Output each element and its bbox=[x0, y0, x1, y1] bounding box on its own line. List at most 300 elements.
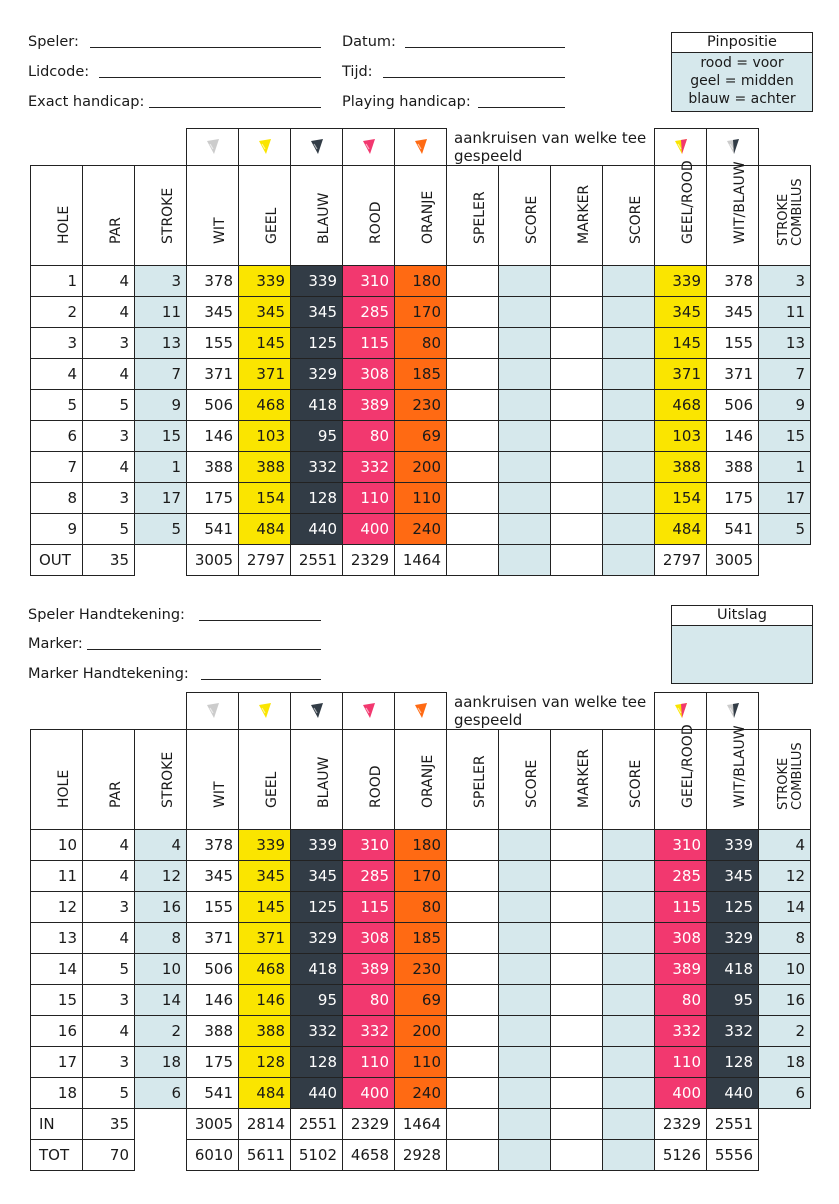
col-header-label: COMBILUS bbox=[789, 741, 805, 810]
score-input[interactable] bbox=[603, 327, 655, 358]
speler-handtekening-label: Speler Handtekening: bbox=[28, 607, 185, 623]
wit-cell: 388 bbox=[187, 451, 239, 482]
hole-number: 10 bbox=[31, 829, 83, 860]
marker-handtekening-label: Marker Handtekening: bbox=[28, 666, 189, 682]
pinpositie-title: Pinpositie bbox=[672, 33, 812, 53]
stroke-combilus-cell: 11 bbox=[759, 296, 811, 327]
rood-cell: 110 bbox=[343, 1046, 395, 1077]
datum-label: Datum: bbox=[342, 34, 396, 50]
blauw-cell: 329 bbox=[291, 922, 343, 953]
col-header-label: ORANJE bbox=[419, 754, 436, 808]
col-header-10 bbox=[551, 165, 603, 265]
stroke-combilus-cell: 12 bbox=[759, 860, 811, 891]
totals-row bbox=[31, 544, 811, 575]
marker-label: Marker: bbox=[28, 636, 83, 652]
score-input[interactable] bbox=[499, 451, 551, 482]
tee-check-oranje[interactable] bbox=[395, 693, 447, 730]
stroke-combilus-cell: 8 bbox=[759, 922, 811, 953]
total-rood: 4658 bbox=[343, 1139, 395, 1170]
geel-cell: 146 bbox=[239, 984, 291, 1015]
speler-input[interactable] bbox=[447, 482, 499, 513]
wit-blauw-cell: 95 bbox=[707, 984, 759, 1015]
score-input[interactable] bbox=[499, 1046, 551, 1077]
speler-input[interactable] bbox=[447, 296, 499, 327]
score-total-input[interactable] bbox=[603, 544, 655, 575]
speler-input[interactable] bbox=[447, 1015, 499, 1046]
blauw-cell: 95 bbox=[291, 420, 343, 451]
score-input[interactable] bbox=[603, 891, 655, 922]
marker-input[interactable] bbox=[551, 1015, 603, 1046]
speler-input[interactable] bbox=[447, 922, 499, 953]
wit-blauw-cell: 418 bbox=[707, 953, 759, 984]
hole-number: 11 bbox=[31, 860, 83, 891]
tijd-field[interactable] bbox=[383, 77, 565, 78]
playing-handicap-field[interactable] bbox=[478, 107, 565, 108]
wit-cell: 378 bbox=[187, 829, 239, 860]
col-header-label: ROOD bbox=[367, 764, 384, 808]
speler-input[interactable] bbox=[447, 265, 499, 296]
stroke-combilus-cell: 3 bbox=[759, 265, 811, 296]
score-input[interactable] bbox=[499, 1015, 551, 1046]
col-header-3 bbox=[187, 165, 239, 265]
table-row bbox=[31, 358, 811, 389]
pin-red-line: rood = voor bbox=[700, 55, 784, 71]
speler-input[interactable] bbox=[447, 327, 499, 358]
table-row bbox=[31, 922, 811, 953]
marker-total-input[interactable] bbox=[551, 1139, 603, 1170]
flag-geel-rood-icon bbox=[673, 138, 689, 156]
geel-rood-cell: 389 bbox=[655, 953, 707, 984]
speler-input[interactable] bbox=[447, 984, 499, 1015]
score-total-input[interactable] bbox=[499, 1108, 551, 1139]
hole-number: 14 bbox=[31, 953, 83, 984]
marker-input[interactable] bbox=[551, 829, 603, 860]
table-row bbox=[31, 265, 811, 296]
wit-blauw-cell: 541 bbox=[707, 513, 759, 544]
total-wit: 3005 bbox=[187, 1108, 239, 1139]
speler-handtekening-field[interactable] bbox=[199, 620, 321, 621]
uitslag-title: Uitslag bbox=[672, 606, 812, 626]
rood-cell: 115 bbox=[343, 327, 395, 358]
table-row bbox=[31, 296, 811, 327]
tee-check-rood[interactable] bbox=[343, 693, 395, 730]
flag-geel-icon bbox=[257, 702, 273, 720]
marker-input[interactable] bbox=[551, 1046, 603, 1077]
blauw-cell: 125 bbox=[291, 327, 343, 358]
col-header-label: GEEL bbox=[263, 771, 280, 808]
geel-rood-cell: 468 bbox=[655, 389, 707, 420]
wit-blauw-cell: 388 bbox=[707, 451, 759, 482]
oranje-cell: 240 bbox=[395, 513, 447, 544]
tee-check-wit[interactable] bbox=[187, 129, 239, 166]
blauw-cell: 128 bbox=[291, 1046, 343, 1077]
flag-blauw-icon bbox=[309, 702, 325, 720]
score-total-input[interactable] bbox=[603, 1108, 655, 1139]
score-input[interactable] bbox=[499, 327, 551, 358]
score-input[interactable] bbox=[603, 389, 655, 420]
oranje-cell: 110 bbox=[395, 1046, 447, 1077]
score-input[interactable] bbox=[603, 482, 655, 513]
score-input[interactable] bbox=[603, 1046, 655, 1077]
score-input[interactable] bbox=[499, 389, 551, 420]
table-row bbox=[31, 891, 811, 922]
stroke-combilus-cell: 15 bbox=[759, 420, 811, 451]
rood-cell: 308 bbox=[343, 358, 395, 389]
marker-input[interactable] bbox=[551, 922, 603, 953]
score-input[interactable] bbox=[603, 1077, 655, 1108]
col-header-label: COMBILUS bbox=[789, 177, 805, 246]
table-row bbox=[31, 389, 811, 420]
wit-blauw-cell: 175 bbox=[707, 482, 759, 513]
rood-cell: 80 bbox=[343, 420, 395, 451]
geel-rood-cell: 154 bbox=[655, 482, 707, 513]
marker-field[interactable] bbox=[87, 649, 321, 650]
marker-total-input[interactable] bbox=[551, 1108, 603, 1139]
par-cell: 3 bbox=[83, 891, 135, 922]
col-header-4 bbox=[239, 729, 291, 829]
pinpositie-box bbox=[671, 32, 813, 112]
marker-input[interactable] bbox=[551, 358, 603, 389]
wit-blauw-cell: 332 bbox=[707, 1015, 759, 1046]
score-input[interactable] bbox=[499, 829, 551, 860]
speler-input[interactable] bbox=[447, 1046, 499, 1077]
rood-cell: 285 bbox=[343, 296, 395, 327]
score-input[interactable] bbox=[603, 860, 655, 891]
speler-input[interactable] bbox=[447, 1077, 499, 1108]
score-input[interactable] bbox=[499, 482, 551, 513]
col-header-label: MARKER bbox=[575, 184, 592, 244]
empty bbox=[759, 1139, 811, 1170]
table-row bbox=[31, 1046, 811, 1077]
score-input[interactable] bbox=[603, 922, 655, 953]
score-total-input[interactable] bbox=[603, 1139, 655, 1170]
total-wit-blauw: 3005 bbox=[707, 544, 759, 575]
geel-cell: 371 bbox=[239, 922, 291, 953]
score-input[interactable] bbox=[499, 420, 551, 451]
score-input[interactable] bbox=[499, 513, 551, 544]
marker-input[interactable] bbox=[551, 389, 603, 420]
hole-number: 7 bbox=[31, 451, 83, 482]
geel-cell: 345 bbox=[239, 296, 291, 327]
hole-number: 15 bbox=[31, 984, 83, 1015]
geel-cell: 339 bbox=[239, 829, 291, 860]
speler-field[interactable] bbox=[90, 47, 321, 48]
total-oranje: 1464 bbox=[395, 544, 447, 575]
score-input[interactable] bbox=[499, 296, 551, 327]
geel-rood-cell: 310 bbox=[655, 829, 707, 860]
pin-blue-line: blauw = achter bbox=[688, 91, 796, 107]
marker-input[interactable] bbox=[551, 860, 603, 891]
geel-cell: 468 bbox=[239, 953, 291, 984]
score-total-input[interactable] bbox=[499, 544, 551, 575]
score-input[interactable] bbox=[499, 1077, 551, 1108]
stroke-cell: 8 bbox=[135, 922, 187, 953]
score-input[interactable] bbox=[499, 953, 551, 984]
marker-input[interactable] bbox=[551, 327, 603, 358]
blauw-cell: 332 bbox=[291, 1015, 343, 1046]
score-input[interactable] bbox=[499, 891, 551, 922]
par-cell: 5 bbox=[83, 513, 135, 544]
par-cell: 4 bbox=[83, 860, 135, 891]
wit-blauw-cell: 506 bbox=[707, 389, 759, 420]
total-par: 35 bbox=[83, 544, 135, 575]
tijd-label: Tijd: bbox=[342, 64, 373, 80]
speler-input[interactable] bbox=[447, 358, 499, 389]
total-geel: 5611 bbox=[239, 1139, 291, 1170]
flag-oranje-icon bbox=[413, 702, 429, 720]
stroke-combilus-cell: 13 bbox=[759, 327, 811, 358]
stroke-cell: 18 bbox=[135, 1046, 187, 1077]
score-input[interactable] bbox=[603, 420, 655, 451]
stroke-cell: 11 bbox=[135, 296, 187, 327]
speler-input[interactable] bbox=[447, 953, 499, 984]
table-row bbox=[31, 984, 811, 1015]
wit-cell: 541 bbox=[187, 1077, 239, 1108]
tee-check-rood[interactable] bbox=[343, 129, 395, 166]
total-wit: 6010 bbox=[187, 1139, 239, 1170]
col-header-8 bbox=[447, 729, 499, 829]
score-input[interactable] bbox=[499, 860, 551, 891]
blauw-cell: 418 bbox=[291, 953, 343, 984]
blauw-cell: 339 bbox=[291, 265, 343, 296]
table-row bbox=[31, 860, 811, 891]
stroke-cell: 12 bbox=[135, 860, 187, 891]
oranje-cell: 80 bbox=[395, 891, 447, 922]
tee-hint: aankruisen van welke tee gespeeld bbox=[454, 692, 647, 729]
table-row bbox=[31, 482, 811, 513]
blauw-cell: 329 bbox=[291, 358, 343, 389]
hole-number: 9 bbox=[31, 513, 83, 544]
empty bbox=[759, 544, 811, 575]
marker-input[interactable] bbox=[551, 1077, 603, 1108]
col-header-label: GEEL bbox=[263, 207, 280, 244]
speler-total-input[interactable] bbox=[447, 544, 499, 575]
score-input[interactable] bbox=[499, 265, 551, 296]
oranje-cell: 170 bbox=[395, 860, 447, 891]
score-input[interactable] bbox=[603, 953, 655, 984]
col-header-3 bbox=[187, 729, 239, 829]
col-header-9 bbox=[499, 165, 551, 265]
blauw-cell: 345 bbox=[291, 860, 343, 891]
blauw-cell: 339 bbox=[291, 829, 343, 860]
tee-check-geel[interactable] bbox=[239, 693, 291, 730]
total-geel: 2797 bbox=[239, 544, 291, 575]
datum-field[interactable] bbox=[405, 47, 565, 48]
stroke-cell: 6 bbox=[135, 1077, 187, 1108]
total-label: OUT bbox=[31, 544, 83, 575]
rood-cell: 310 bbox=[343, 829, 395, 860]
tee-check-wit-blauw[interactable] bbox=[707, 693, 759, 730]
marker-total-input[interactable] bbox=[551, 544, 603, 575]
tee-check-geel[interactable] bbox=[239, 129, 291, 166]
col-header-label: WIT/BLAUW bbox=[731, 160, 748, 244]
marker-input[interactable] bbox=[551, 891, 603, 922]
speler-input[interactable] bbox=[447, 829, 499, 860]
rood-cell: 332 bbox=[343, 451, 395, 482]
speler-input[interactable] bbox=[447, 451, 499, 482]
marker-handtekening-field[interactable] bbox=[201, 679, 321, 680]
stroke-cell: 17 bbox=[135, 482, 187, 513]
marker-input[interactable] bbox=[551, 296, 603, 327]
score-input[interactable] bbox=[603, 358, 655, 389]
table-row bbox=[31, 953, 811, 984]
speler-total-input[interactable] bbox=[447, 1108, 499, 1139]
tee-check-oranje[interactable] bbox=[395, 129, 447, 166]
wit-blauw-cell: 146 bbox=[707, 420, 759, 451]
col-header-label: BLAUW bbox=[315, 192, 332, 244]
geel-rood-cell: 345 bbox=[655, 296, 707, 327]
geel-cell: 128 bbox=[239, 1046, 291, 1077]
score-input[interactable] bbox=[603, 829, 655, 860]
col-header-label: SCORE bbox=[523, 759, 540, 808]
par-cell: 4 bbox=[83, 1015, 135, 1046]
oranje-cell: 185 bbox=[395, 358, 447, 389]
total-blauw: 2551 bbox=[291, 544, 343, 575]
stroke-combilus-cell: 7 bbox=[759, 358, 811, 389]
oranje-cell: 200 bbox=[395, 451, 447, 482]
oranje-cell: 185 bbox=[395, 922, 447, 953]
geel-cell: 145 bbox=[239, 327, 291, 358]
score-input[interactable] bbox=[603, 451, 655, 482]
col-header-13 bbox=[707, 160, 759, 265]
geel-cell: 345 bbox=[239, 860, 291, 891]
geel-cell: 468 bbox=[239, 389, 291, 420]
par-cell: 4 bbox=[83, 358, 135, 389]
total-blauw: 2551 bbox=[291, 1108, 343, 1139]
score-input[interactable] bbox=[603, 1015, 655, 1046]
speler-input[interactable] bbox=[447, 389, 499, 420]
geel-rood-cell: 80 bbox=[655, 984, 707, 1015]
stroke-combilus-cell: 4 bbox=[759, 829, 811, 860]
par-cell: 3 bbox=[83, 327, 135, 358]
speler-input[interactable] bbox=[447, 420, 499, 451]
blauw-cell: 332 bbox=[291, 451, 343, 482]
total-oranje: 2928 bbox=[395, 1139, 447, 1170]
col-header-8 bbox=[447, 165, 499, 265]
col-header-7 bbox=[395, 729, 447, 829]
score-input[interactable] bbox=[603, 296, 655, 327]
speler-label: Speler: bbox=[28, 34, 79, 50]
score-input[interactable] bbox=[603, 513, 655, 544]
flag-geel-rood-icon bbox=[673, 702, 689, 720]
geel-cell: 388 bbox=[239, 1015, 291, 1046]
wit-cell: 388 bbox=[187, 1015, 239, 1046]
col-header-label: MARKER bbox=[575, 748, 592, 808]
col-header-label: STROKE bbox=[775, 757, 791, 810]
wit-cell: 506 bbox=[187, 389, 239, 420]
spacer bbox=[31, 129, 187, 166]
total-blauw: 5102 bbox=[291, 1139, 343, 1170]
score-input[interactable] bbox=[499, 984, 551, 1015]
col-header-0 bbox=[31, 165, 83, 265]
tee-hint: aankruisen van welke tee gespeeld bbox=[454, 128, 647, 165]
speler-input[interactable] bbox=[447, 891, 499, 922]
blauw-cell: 440 bbox=[291, 1077, 343, 1108]
par-cell: 4 bbox=[83, 829, 135, 860]
score-input[interactable] bbox=[603, 984, 655, 1015]
marker-input[interactable] bbox=[551, 420, 603, 451]
geel-rood-cell: 339 bbox=[655, 265, 707, 296]
col-header-label: SPELER bbox=[471, 754, 488, 808]
geel-cell: 484 bbox=[239, 513, 291, 544]
tee-check-wit-blauw[interactable] bbox=[707, 129, 759, 166]
marker-input[interactable] bbox=[551, 451, 603, 482]
geel-rood-cell: 371 bbox=[655, 358, 707, 389]
tee-check-blauw[interactable] bbox=[291, 129, 343, 166]
marker-input[interactable] bbox=[551, 953, 603, 984]
par-cell: 3 bbox=[83, 482, 135, 513]
geel-rood-cell: 115 bbox=[655, 891, 707, 922]
hole-number: 17 bbox=[31, 1046, 83, 1077]
par-cell: 4 bbox=[83, 296, 135, 327]
stroke-cell: 1 bbox=[135, 451, 187, 482]
hole-number: 13 bbox=[31, 922, 83, 953]
col-header-label: ORANJE bbox=[419, 190, 436, 244]
speler-total-input[interactable] bbox=[447, 1139, 499, 1170]
totals-row bbox=[31, 1108, 811, 1139]
table-row bbox=[31, 451, 811, 482]
score-input[interactable] bbox=[499, 922, 551, 953]
exact-handicap-field[interactable] bbox=[149, 107, 321, 108]
empty bbox=[759, 1108, 811, 1139]
col-header-label: WIT/BLAUW bbox=[731, 724, 748, 808]
wit-blauw-cell: 125 bbox=[707, 891, 759, 922]
score-total-input[interactable] bbox=[499, 1139, 551, 1170]
oranje-cell: 230 bbox=[395, 389, 447, 420]
lidcode-field[interactable] bbox=[99, 77, 321, 78]
speler-input[interactable] bbox=[447, 513, 499, 544]
col-header-label: PAR bbox=[107, 216, 124, 244]
hole-number: 2 bbox=[31, 296, 83, 327]
marker-input[interactable] bbox=[551, 482, 603, 513]
marker-input[interactable] bbox=[551, 984, 603, 1015]
stroke-cell: 15 bbox=[135, 420, 187, 451]
total-wit-blauw: 2551 bbox=[707, 1108, 759, 1139]
speler-input[interactable] bbox=[447, 860, 499, 891]
pin-yellow-line: geel = midden bbox=[690, 73, 794, 89]
flag-rood-icon bbox=[361, 702, 377, 720]
table-row bbox=[31, 420, 811, 451]
col-header-9 bbox=[499, 729, 551, 829]
table-row bbox=[31, 829, 811, 860]
wit-blauw-cell: 371 bbox=[707, 358, 759, 389]
lidcode-label: Lidcode: bbox=[28, 64, 90, 80]
geel-cell: 145 bbox=[239, 891, 291, 922]
playing-handicap-label: Playing handicap: bbox=[342, 94, 471, 110]
geel-cell: 339 bbox=[239, 265, 291, 296]
stroke-combilus-cell: 2 bbox=[759, 1015, 811, 1046]
hole-number: 8 bbox=[31, 482, 83, 513]
blauw-cell: 440 bbox=[291, 513, 343, 544]
wit-blauw-cell: 329 bbox=[707, 922, 759, 953]
col-header-5 bbox=[291, 165, 343, 265]
tee-check-blauw[interactable] bbox=[291, 693, 343, 730]
score-input[interactable] bbox=[499, 358, 551, 389]
marker-input[interactable] bbox=[551, 513, 603, 544]
tee-check-wit[interactable] bbox=[187, 693, 239, 730]
rood-cell: 332 bbox=[343, 1015, 395, 1046]
hole-number: 1 bbox=[31, 265, 83, 296]
oranje-cell: 200 bbox=[395, 1015, 447, 1046]
total-wit-blauw: 5556 bbox=[707, 1139, 759, 1170]
col-header-12 bbox=[655, 723, 707, 829]
par-cell: 3 bbox=[83, 984, 135, 1015]
marker-input[interactable] bbox=[551, 265, 603, 296]
score-input[interactable] bbox=[603, 265, 655, 296]
flag-wit-icon bbox=[205, 138, 221, 156]
uitslag-box[interactable] bbox=[671, 605, 813, 684]
hole-number: 3 bbox=[31, 327, 83, 358]
